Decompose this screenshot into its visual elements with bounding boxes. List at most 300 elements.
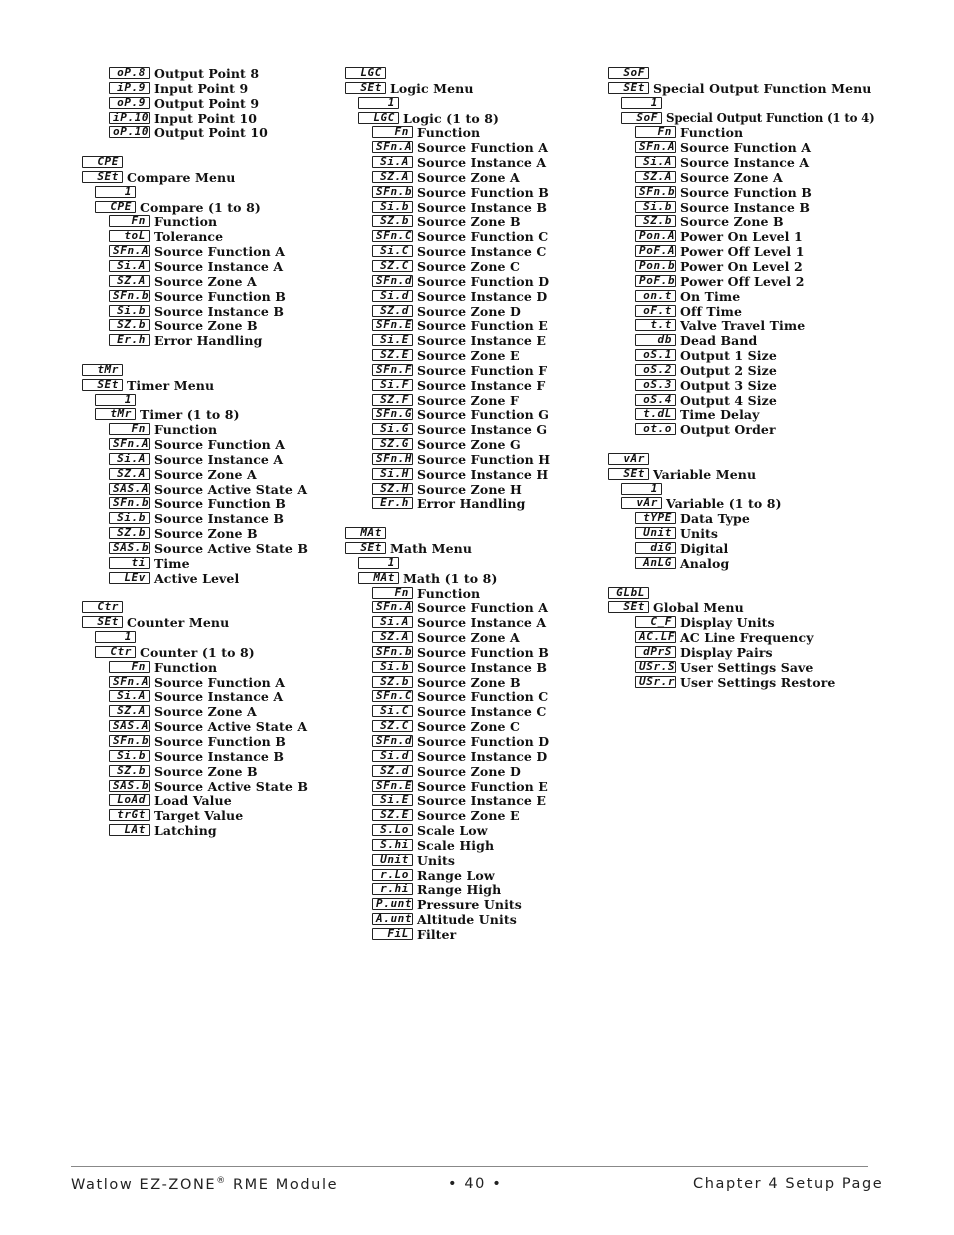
menu-row xyxy=(608,259,908,274)
lcd-code-box: vAr xyxy=(608,453,649,465)
menu-row xyxy=(345,81,600,96)
menu-row xyxy=(82,630,337,645)
lcd-code-box: SFn.C xyxy=(372,230,413,242)
lcd-code-box: Si.H xyxy=(372,468,413,480)
menu-label: Source Zone A xyxy=(154,466,257,482)
lcd-code-box: SEt xyxy=(608,601,649,613)
lcd-code-box: SAS.b xyxy=(109,542,150,554)
lcd-code-box: SFn.b xyxy=(109,735,150,747)
menu-row xyxy=(345,259,600,274)
menu-label: Function xyxy=(154,214,218,230)
menu-row xyxy=(345,675,600,690)
lcd-code-box: Si.A xyxy=(109,260,150,272)
menu-label: Source Zone A xyxy=(154,704,257,720)
menu-label: Source Instance E xyxy=(417,333,547,349)
lcd-code-box: SFn.A xyxy=(109,245,150,257)
lcd-code-box: SEt xyxy=(608,468,649,480)
menu-label: Source Zone D xyxy=(417,763,521,779)
menu-row xyxy=(345,66,600,81)
menu-label: Compare Menu xyxy=(127,169,236,185)
menu-label: On Time xyxy=(680,288,741,304)
menu-label: Source Active State A xyxy=(154,719,308,735)
menu-row xyxy=(82,749,337,764)
menu-row xyxy=(608,615,908,630)
menu-row xyxy=(82,407,337,422)
menu-label: Source Function B xyxy=(417,644,549,660)
menu-row xyxy=(82,304,337,319)
menu-label: Source Instance B xyxy=(417,659,548,675)
menu-row xyxy=(82,170,337,185)
menu-label: Display Pairs xyxy=(680,644,773,660)
footer-rule xyxy=(71,1166,868,1167)
lcd-code-box: tMr xyxy=(95,408,136,420)
lcd-code-box: SFn.C xyxy=(372,690,413,702)
lcd-code-box: on.t xyxy=(635,290,676,302)
menu-row xyxy=(608,274,908,289)
menu-label: Display Units xyxy=(680,615,775,631)
menu-row xyxy=(345,229,600,244)
menu-row xyxy=(345,556,600,571)
menu-row xyxy=(345,927,600,942)
lcd-code-box: 1 xyxy=(95,186,136,198)
menu-row xyxy=(345,289,600,304)
menu-row xyxy=(82,734,337,749)
menu-label: Source Zone E xyxy=(417,348,520,364)
lcd-code-box: SFn.A xyxy=(109,676,150,688)
menu-row xyxy=(82,66,337,81)
menu-row xyxy=(608,244,908,259)
menu-label: Filter xyxy=(417,926,457,942)
menu-label: Source Instance B xyxy=(680,199,811,215)
lcd-code-box: SoF xyxy=(608,67,649,79)
lcd-code-box: ti xyxy=(109,557,150,569)
menu-row xyxy=(608,66,908,81)
lcd-code-box: SZ.H xyxy=(372,483,413,495)
lcd-code-box: Ctr xyxy=(95,646,136,658)
menu-row xyxy=(82,259,337,274)
lcd-code-box: oP.8 xyxy=(109,67,150,79)
lcd-code-box: SFn.d xyxy=(372,275,413,287)
menu-label: Function xyxy=(417,125,481,141)
lcd-code-box: 1 xyxy=(358,557,399,569)
menu-label: Source Zone A xyxy=(154,273,257,289)
lcd-code-box: Fn xyxy=(109,215,150,227)
lcd-code-box: SZ.C xyxy=(372,720,413,732)
lcd-code-box: Si.A xyxy=(372,156,413,168)
lcd-code-box: vAr xyxy=(621,497,662,509)
menu-row xyxy=(345,689,600,704)
menu-label: Source Function A xyxy=(154,674,286,690)
menu-row xyxy=(345,348,600,363)
lcd-code-box: SFn.A xyxy=(109,438,150,450)
menu-row xyxy=(608,229,908,244)
menu-row xyxy=(608,125,908,140)
menu-label: Source Function B xyxy=(154,733,286,749)
menu-row xyxy=(345,467,600,482)
menu-row xyxy=(345,244,600,259)
menu-label: Digital xyxy=(680,541,729,556)
menu-label: Source Active State B xyxy=(154,778,308,794)
menu-row xyxy=(608,675,908,690)
lcd-code-box: oS.3 xyxy=(635,379,676,391)
lcd-code-box: Fn xyxy=(372,587,413,599)
lcd-code-box: SEt xyxy=(608,82,649,94)
lcd-code-box: SZ.C xyxy=(372,260,413,272)
menu-row xyxy=(82,363,337,378)
menu-row xyxy=(608,214,908,229)
menu-row xyxy=(608,660,908,675)
menu-label: Logic (1 to 8) xyxy=(403,110,500,126)
lcd-code-box: SZ.d xyxy=(372,765,413,777)
menu-row xyxy=(608,467,908,482)
lcd-code-box: 1 xyxy=(358,97,399,109)
menu-label: Math Menu xyxy=(390,541,473,556)
menu-row xyxy=(608,289,908,304)
menu-label: Source Function D xyxy=(417,733,550,749)
menu-label: Source Instance B xyxy=(154,303,285,319)
menu-label: Special Output Function (1 to 4) xyxy=(666,110,875,125)
lcd-code-box: SFn.A xyxy=(372,141,413,153)
menu-row xyxy=(82,96,337,111)
menu-label: Source Function G xyxy=(417,407,550,423)
lcd-code-box: SZ.b xyxy=(372,676,413,688)
menu-row xyxy=(345,214,600,229)
lcd-code-box: SEt xyxy=(82,171,123,183)
menu-label: Source Zone A xyxy=(417,630,520,646)
menu-label: Output Point 8 xyxy=(154,66,260,81)
lcd-code-box: P.unt xyxy=(372,898,413,910)
lcd-code-box: SZ.A xyxy=(372,171,413,183)
menu-label: Input Point 10 xyxy=(154,110,258,126)
lcd-code-box: Si.b xyxy=(635,201,676,213)
menu-label: Altitude Units xyxy=(417,912,517,928)
lcd-code-box: tYPE xyxy=(635,512,676,524)
lcd-code-box: oF.t xyxy=(635,305,676,317)
menu-label: Source Zone B xyxy=(680,214,784,230)
menu-row xyxy=(82,496,337,511)
menu-row xyxy=(345,125,600,140)
menu-row xyxy=(82,393,337,408)
menu-label: Source Active State A xyxy=(154,481,308,497)
menu-row xyxy=(345,482,600,497)
lcd-code-box: Si.F xyxy=(372,379,413,391)
menu-label: Time xyxy=(154,555,190,571)
menu-row xyxy=(345,407,600,422)
menu-row xyxy=(345,660,600,675)
menu-row xyxy=(82,318,337,333)
lcd-code-box: Si.C xyxy=(372,705,413,717)
menu-row xyxy=(608,407,908,422)
menu-label: Compare (1 to 8) xyxy=(140,199,261,215)
menu-row xyxy=(82,289,337,304)
menu-label: Function xyxy=(154,422,218,438)
lcd-code-box: SZ.b xyxy=(109,527,150,539)
menu-label: Source Instance A xyxy=(154,689,284,705)
lcd-code-box: SAS.b xyxy=(109,780,150,792)
lcd-code-box: SFn.A xyxy=(372,601,413,613)
menu-row xyxy=(345,793,600,808)
lcd-code-box: r.hi xyxy=(372,883,413,895)
menu-label: Source Function B xyxy=(154,496,286,512)
lcd-code-box: Pon.b xyxy=(635,260,676,272)
lcd-code-box: SZ.E xyxy=(372,809,413,821)
menu-label: Source Function A xyxy=(154,437,286,453)
menu-row xyxy=(345,378,600,393)
lcd-code-box: SFn.b xyxy=(372,186,413,198)
menu-row xyxy=(608,630,908,645)
menu-row xyxy=(345,586,600,601)
footer-product: RME Module xyxy=(226,1176,339,1193)
menu-label: Source Instance D xyxy=(417,288,548,304)
lcd-code-box: Si.d xyxy=(372,750,413,762)
menu-row xyxy=(82,185,337,200)
menu-row xyxy=(608,586,908,601)
lcd-code-box: SFn.b xyxy=(635,186,676,198)
lcd-code-box: Pon.A xyxy=(635,230,676,242)
lcd-code-box: Unit xyxy=(372,854,413,866)
lcd-code-box: 1 xyxy=(95,394,136,406)
menu-row xyxy=(82,808,337,823)
menu-label: Source Function E xyxy=(417,318,548,334)
lcd-code-box: Si.A xyxy=(109,453,150,465)
menu-row xyxy=(608,378,908,393)
menu-row xyxy=(608,422,908,437)
menu-row xyxy=(608,318,908,333)
lcd-code-box: MAt xyxy=(345,527,386,539)
menu-row xyxy=(608,511,908,526)
menu-label: Source Function A xyxy=(680,140,812,156)
menu-label: Target Value xyxy=(154,808,244,824)
lcd-code-box: SFn.d xyxy=(372,735,413,747)
menu-label: Scale High xyxy=(417,837,495,853)
menu-label: Power On Level 2 xyxy=(680,258,803,274)
menu-row xyxy=(82,155,337,170)
menu-label: Source Function E xyxy=(417,778,548,794)
menu-row xyxy=(345,318,600,333)
menu-label: Output Order xyxy=(680,422,776,438)
menu-row xyxy=(608,600,908,615)
menu-label: Off Time xyxy=(680,303,743,319)
menu-label: Source Active State B xyxy=(154,541,308,556)
menu-row xyxy=(82,333,337,348)
menu-label: Source Function D xyxy=(417,273,550,289)
menu-row xyxy=(82,244,337,259)
menu-row xyxy=(345,393,600,408)
lcd-code-box: Fn xyxy=(109,423,150,435)
menu-label: Source Zone G xyxy=(417,437,521,453)
lcd-code-box: SEt xyxy=(345,542,386,554)
lcd-code-box: Unit xyxy=(635,527,676,539)
lcd-code-box: USr.r xyxy=(635,676,676,688)
menu-label: Function xyxy=(154,659,218,675)
lcd-code-box: iP.9 xyxy=(109,82,150,94)
menu-row xyxy=(345,333,600,348)
lcd-code-box: AC.LF xyxy=(635,631,676,643)
menu-label: Pressure Units xyxy=(417,897,522,913)
menu-row xyxy=(345,630,600,645)
lcd-code-box: Fn xyxy=(372,126,413,138)
lcd-code-box: LEv xyxy=(109,572,150,584)
menu-label: Scale Low xyxy=(417,823,488,839)
lcd-code-box: GLbL xyxy=(608,587,649,599)
menu-row xyxy=(608,81,908,96)
menu-label: Analog xyxy=(680,555,730,571)
lcd-code-box: r.Lo xyxy=(372,869,413,881)
menu-label: Logic Menu xyxy=(390,80,474,96)
menu-row xyxy=(608,304,908,319)
menu-label: Output Point 9 xyxy=(154,95,260,111)
lcd-code-box: iP.10 xyxy=(109,112,150,124)
lcd-code-box: Si.b xyxy=(109,750,150,762)
menu-row xyxy=(82,823,337,838)
menu-label: Source Zone B xyxy=(417,214,521,230)
menu-row xyxy=(82,125,337,140)
registered-mark: ® xyxy=(216,1176,227,1186)
menu-label: Special Output Function Menu xyxy=(653,80,872,96)
lcd-code-box: 1 xyxy=(621,97,662,109)
lcd-code-box: Si.b xyxy=(109,305,150,317)
menu-row xyxy=(82,452,337,467)
menu-label: Function xyxy=(680,125,744,141)
menu-row xyxy=(608,111,908,126)
menu-row xyxy=(608,170,908,185)
menu-label: Range High xyxy=(417,882,502,898)
lcd-code-box: oP.10 xyxy=(109,126,150,138)
menu-label: Source Zone C xyxy=(417,719,521,735)
page-number: • 40 • xyxy=(448,1176,503,1192)
menu-row xyxy=(345,897,600,912)
menu-label: Source Instance B xyxy=(154,748,285,764)
menu-row xyxy=(345,868,600,883)
lcd-code-box: A.unt xyxy=(372,913,413,925)
lcd-code-box: Er.h xyxy=(372,497,413,509)
lcd-code-box: trGt xyxy=(109,809,150,821)
lcd-code-box: toL xyxy=(109,230,150,242)
menu-row xyxy=(82,645,337,660)
menu-row xyxy=(608,393,908,408)
footer-brand: Watlow EZ-ZONE xyxy=(71,1176,217,1193)
menu-row xyxy=(345,140,600,155)
lcd-code-box: LAt xyxy=(109,824,150,836)
menu-row xyxy=(82,660,337,675)
menu-row xyxy=(608,482,908,497)
menu-row xyxy=(608,556,908,571)
menu-column-2 xyxy=(345,66,600,942)
lcd-code-box: Si.A xyxy=(109,690,150,702)
menu-column-3 xyxy=(608,66,908,689)
menu-label: Input Point 9 xyxy=(154,80,249,96)
menu-label: Latching xyxy=(154,823,217,839)
menu-label: Variable (1 to 8) xyxy=(666,496,782,512)
menu-label: Source Instance B xyxy=(417,199,548,215)
menu-label: Output Point 10 xyxy=(154,125,268,141)
menu-label: Error Handling xyxy=(417,496,526,512)
menu-label: Power Off Level 1 xyxy=(680,244,805,260)
lcd-code-box: SEt xyxy=(345,82,386,94)
lcd-code-box: SZ.A xyxy=(109,275,150,287)
lcd-code-box: SFn.b xyxy=(109,497,150,509)
lcd-code-box: Si.G xyxy=(372,423,413,435)
menu-label: Units xyxy=(417,852,456,868)
menu-row xyxy=(345,452,600,467)
menu-row xyxy=(345,912,600,927)
lcd-code-box: USr.S xyxy=(635,661,676,673)
menu-row xyxy=(82,526,337,541)
menu-label: Source Instance A xyxy=(417,155,547,171)
menu-label: Source Zone F xyxy=(417,392,519,408)
menu-row xyxy=(345,823,600,838)
menu-row xyxy=(82,764,337,779)
lcd-code-box: oP.9 xyxy=(109,97,150,109)
menu-row xyxy=(608,348,908,363)
menu-label: Source Function H xyxy=(417,451,551,467)
menu-label: Source Function B xyxy=(680,184,812,200)
menu-row xyxy=(82,793,337,808)
menu-row xyxy=(345,185,600,200)
menu-row xyxy=(608,185,908,200)
menu-row xyxy=(82,689,337,704)
lcd-code-box: SZ.A xyxy=(635,171,676,183)
menu-label: Source Function C xyxy=(417,229,549,245)
menu-row xyxy=(345,155,600,170)
menu-row xyxy=(82,81,337,96)
lcd-code-box: SFn.G xyxy=(372,408,413,420)
lcd-code-box: oS.2 xyxy=(635,364,676,376)
menu-row xyxy=(345,853,600,868)
menu-row xyxy=(345,808,600,823)
lcd-code-box: SoF xyxy=(621,112,662,124)
lcd-code-box: SZ.F xyxy=(372,394,413,406)
menu-label: Time Delay xyxy=(680,407,760,423)
menu-label: Output 1 Size xyxy=(680,348,777,364)
menu-label: Math (1 to 8) xyxy=(403,570,498,586)
menu-row xyxy=(345,437,600,452)
lcd-code-box: t.t xyxy=(635,319,676,331)
menu-row xyxy=(82,200,337,215)
lcd-code-box: SFn.F xyxy=(372,364,413,376)
lcd-code-box: Si.E xyxy=(372,334,413,346)
menu-label: Tolerance xyxy=(154,229,224,245)
menu-row xyxy=(345,645,600,660)
menu-row xyxy=(82,600,337,615)
menu-label: Source Function B xyxy=(154,288,286,304)
lcd-code-box: db xyxy=(635,334,676,346)
lcd-code-box: t.dL xyxy=(635,408,676,420)
lcd-code-box: Fn xyxy=(109,661,150,673)
menu-label: Source Instance G xyxy=(417,422,548,438)
lcd-code-box: Si.A xyxy=(635,156,676,168)
lcd-code-box: diG xyxy=(635,542,676,554)
lcd-code-box: ot.o xyxy=(635,423,676,435)
lcd-code-box: dPrS xyxy=(635,646,676,658)
menu-row xyxy=(345,304,600,319)
menu-row xyxy=(82,482,337,497)
menu-label: Source Zone B xyxy=(154,763,258,779)
menu-label: Units xyxy=(680,526,719,542)
menu-label: Source Instance A xyxy=(417,615,547,631)
menu-row xyxy=(345,274,600,289)
lcd-code-box: SZ.b xyxy=(372,215,413,227)
menu-row xyxy=(608,200,908,215)
menu-label: Source Zone A xyxy=(417,169,520,185)
lcd-code-box: SFn.H xyxy=(372,453,413,465)
menu-row xyxy=(608,155,908,170)
lcd-code-box: SZ.b xyxy=(635,215,676,227)
lcd-code-box: Si.b xyxy=(372,661,413,673)
lcd-code-box: S.Lo xyxy=(372,824,413,836)
lcd-code-box: S.hi xyxy=(372,839,413,851)
menu-label: Active Level xyxy=(154,570,240,586)
